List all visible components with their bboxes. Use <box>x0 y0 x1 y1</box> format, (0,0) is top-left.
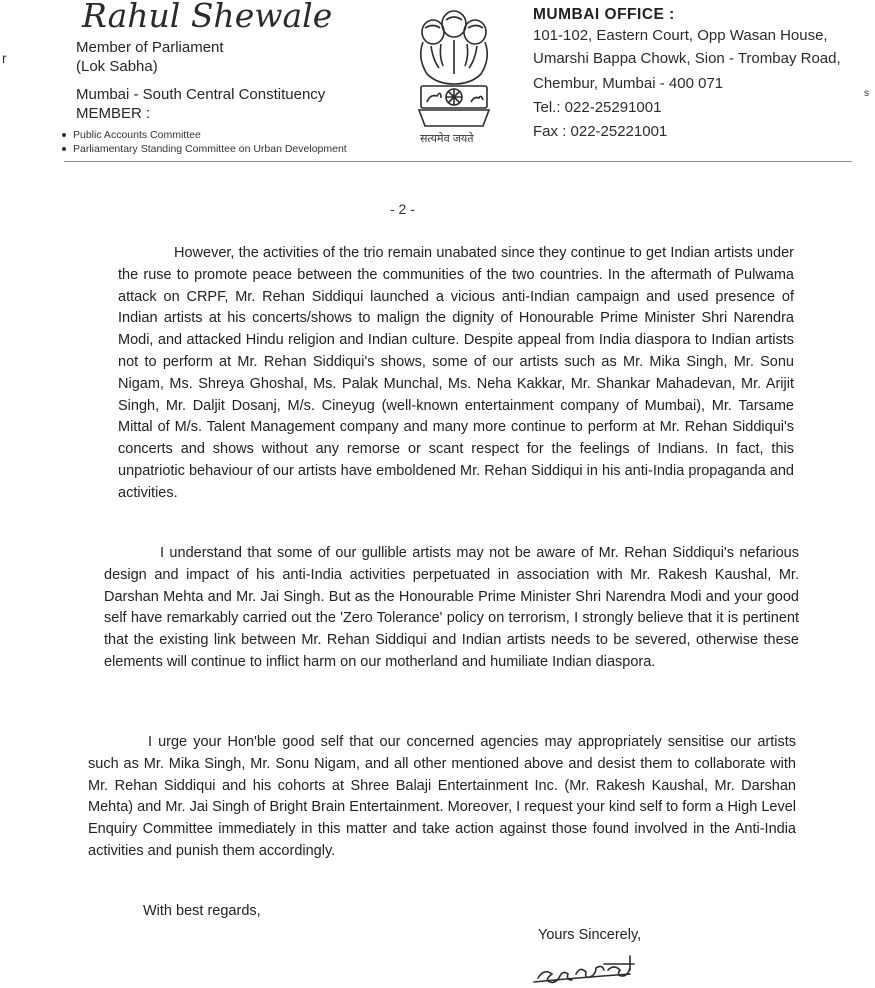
office-title: MUMBAI OFFICE : <box>533 6 675 23</box>
office-fax: Fax : 022-25221001 <box>533 123 668 140</box>
sender-designation: Member of Parliament <box>76 39 224 56</box>
bullet-icon <box>62 147 66 151</box>
page-number: - 2 - <box>390 201 415 217</box>
office-phone: Tel.: 022-25291001 <box>533 99 662 116</box>
member-heading: MEMBER : <box>76 105 151 122</box>
handwritten-signature <box>530 948 660 988</box>
bullet-icon <box>62 133 66 137</box>
closing-line: With best regards, <box>143 903 261 919</box>
office-address-line: Umarshi Bappa Chowk, Sion - Trombay Road, <box>533 50 841 67</box>
office-address-line: 101-102, Eastern Court, Opp Wasan House, <box>533 27 828 44</box>
sign-off: Yours Sincerely, <box>538 927 642 943</box>
margin-mark: s <box>864 88 869 99</box>
committee-item: Public Accounts Committee <box>62 129 201 141</box>
national-emblem-icon <box>411 2 497 132</box>
office-address-line: Chembur, Mumbai - 400 071 <box>533 75 724 92</box>
sender-name: Rahul Shewale <box>82 0 333 35</box>
body-paragraph: However, the activities of the trio remain unabated since they continue to get Indian artists under the ruse to promote peace between the communities of the two countries. In the aftermath of Pulwama attack on CRPF, Mr. Rehan Siddiqui launched a vicious anti-Indian campaign and used presence of Indian artists at his concerts/shows to malign the dignity of Honourable Prime Minister Shri Narendra Modi, and attacked Hindu religion and Indian culture. Despite appeal from India diaspora to Indian artists not to perform at Mr. Rehan Siddiqui's shows, some of our artists such as Mr. Mika Singh, Mr. Sonu Nigam, Ms. Shreya Ghoshal, Ms. Palak Munchal, Ms. Neha Kakkar, Mr. Shankar Mahadevan, Mr. Arijit Singh, Mr. Daljit Dosanj, M/s. Cineyug (well-known entertainment company of Mumbai), Mr. Tarsame Mittal of M/s. Talent Management company and many more continue to perform at Mr. Rehan Siddiqui's concerts and shows without any remorse or scant respect for the feelings of Indians. In fact, this unpatriotic behaviour of our artists have emboldened Mr. Rehan Siddiqui in his anti-India propaganda and activities. <box>118 245 794 501</box>
sender-house: (Lok Sabha) <box>76 58 158 75</box>
committee-item: Parliamentary Standing Committee on Urban Development <box>62 143 347 155</box>
emblem-motto: सत्यमेव जयते <box>420 133 474 145</box>
margin-mark: r <box>2 50 7 66</box>
sender-constituency: Mumbai - South Central Constituency <box>76 86 326 103</box>
body-paragraph: I understand that some of our gullible artists may not be aware of Mr. Rehan Siddiqui's nefarious design and impact of his anti-India activities perpetuated in association with Mr. Rakesh Kaushal, Mr. Darshan Mehta and Mr. Jai Singh. But as the Honourable Prime Minister Shri Narendra Modi and your good self have remarkably carried out the 'Zero Tolerance' policy on terrorism, I strongly believe that it is pertinent that the existing link between Mr. Rehan Siddiqui and Indian artists needs to be severed, otherwise these elements will continue to inflict harm on our motherland and humiliate Indian diaspora. <box>104 545 799 670</box>
letterhead-divider <box>64 161 852 162</box>
body-paragraph: I urge your Hon'ble good self that our concerned agencies may appropriately sensitise our artists such as Mr. Mika Singh, Mr. Sonu Nigam, and all other mentioned above and desist them to collaborate with Mr. Rehan Siddiqui and his cohorts at Shree Balaji Entertainment Inc. (Mr. Rakesh Kaushal, Mr. Darshan Mehta) and Mr. Jai Singh of Bright Brain Entertainment. Moreover, I request your kind self to form a High Level Enquiry Committee immediately in this matter and take action against those found involved in the Anti-India activities and punish them accordingly. <box>88 734 796 859</box>
